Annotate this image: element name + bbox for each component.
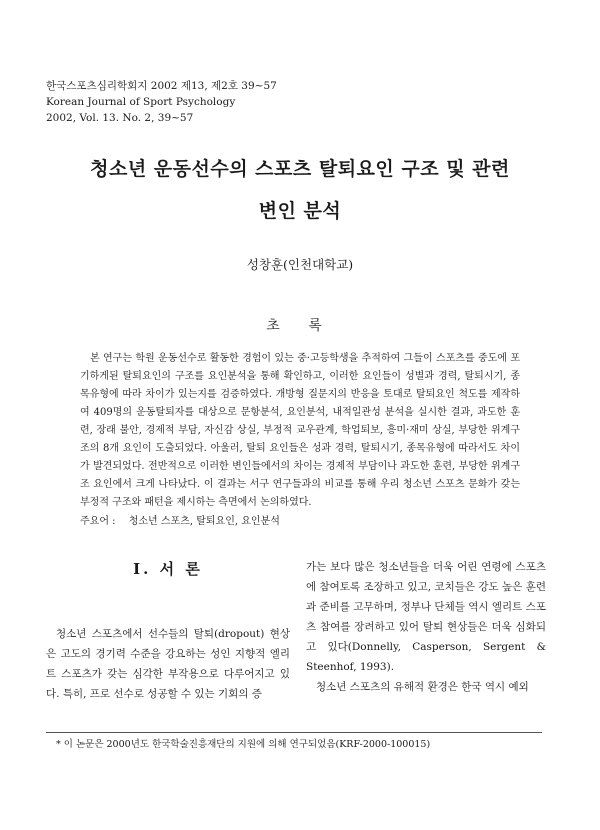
paper-title xyxy=(0,148,600,232)
journal-header-english: Korean Journal of Sport Psychology xyxy=(46,96,236,108)
journal-header-korean: 한국스포츠심리학회지 2002 제13, 제2호 39~57 xyxy=(46,80,277,92)
journal-header-volume: 2002, Vol. 13. No. 2, 39~57 xyxy=(46,112,194,124)
intro-paragraph-1: 청소년 스포츠에서 선수들의 탈퇴(dropout) 현상은 고도의 경기력 수준을 강요하는 성인 지향적 엘리트 스포츠가 갖는 심각한 부작용으로 다루어지고 있다. 특히, 프로 선수로 성공할 수 있는 기회의 증 xyxy=(46,628,290,700)
intro-paragraph-2: 청소년 스포츠의 유해적 환경은 한국 역시 예외 xyxy=(316,681,529,693)
body-column-left xyxy=(46,624,290,704)
author-line: 성창훈(인천대학교) xyxy=(246,257,354,272)
section-heading-introduction: I. 서 론 xyxy=(133,560,203,578)
keywords-list: 청소년 스포츠, 탈퇴요인, 요인분석 xyxy=(128,516,280,527)
keywords-label: 주요어 : xyxy=(80,516,116,527)
abstract-body: 본 연구는 학원 운동선수로 활동한 경험이 있는 중·고등학생을 추적하여 그들이 스포츠를 중도에 포기하게된 탈퇴요인의 구조를 요인분석을 통해 확인하고, 이러한 요인들이 성별과 경력, 탈퇴시기, 종목유형에 따라 차이가 있는지를 검증하였다. 개방형 질문지의 반응을 토대로 탈퇴요인 척도를 제작하여 409명의 운동탈퇴자를 대상으로 문항분석, 요인분석, 내적일관성 분석을 실시한 결과, 과도한 훈련, 장래 불안, 경제적 부담, 자신감 상실, 부정적 교우관계, 학업퇴보, 흥미·재미 상실, 부당한 위계구조의 8개 요인이 도출되었다. 아울러, 탈퇴 요인들은 성과 경력, 탈퇴시기, 종목유형에 따라서도 차이가 발견되었다. 전반적으로 이러한 변인들에서의 차이는 경제적 부담이나 과도한 훈련, 부당한 위계구조 요인에서 크게 나타났다. 이 결과는 서구 연구들과의 비교를 통해 우리 청소년 스포츠 문화가 갖는 부정적 구조와 패턴을 제시하는 측면에서 논의하였다. xyxy=(80,353,520,508)
paper-title-line-1: 청소년 운동선수의 스포츠 탈퇴요인 구조 및 관련 xyxy=(90,158,510,180)
body-column-right xyxy=(306,557,546,697)
journal-header xyxy=(46,78,277,126)
footnote: * 이 논문은 2000년도 한국학술진흥재단의 지원에 의해 연구되었음(KRF-2000-100015) xyxy=(56,739,431,750)
keywords xyxy=(80,512,520,527)
footnote-divider xyxy=(46,732,542,733)
abstract-heading: 초 록 xyxy=(266,318,334,334)
intro-paragraph-1-continued: 가는 보다 많은 청소년들을 더욱 어린 연령에 스포츠에 참여토록 조장하고 있고, 코치들은 강도 높은 훈련과 준비를 고무하며, 정부나 단체들 역시 엘리트 스포츠 참여를 장려하고 있어 탈퇴 현상들은 더욱 심화되고 있다(Donnelly, Casperson, Sergent & Steenhof, 1993). xyxy=(306,561,546,673)
paper-title-line-2: 변인 분석 xyxy=(258,200,342,222)
